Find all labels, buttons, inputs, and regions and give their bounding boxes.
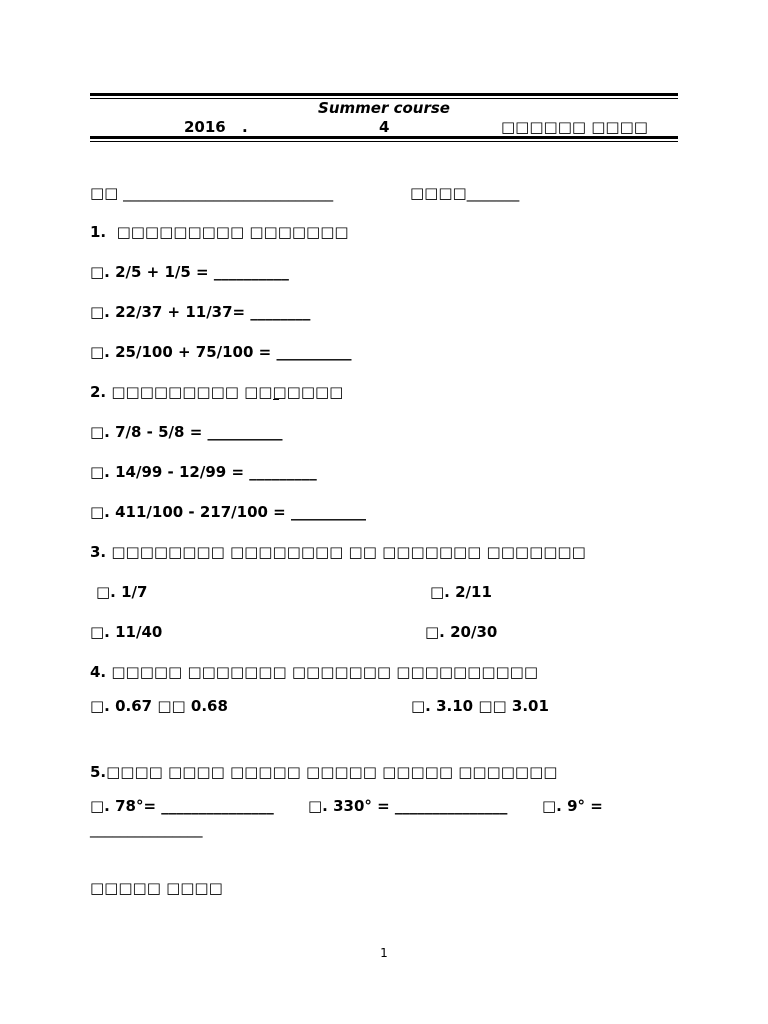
q2-stray-mark xyxy=(273,385,279,400)
name-field: □□ ____________________________ xyxy=(90,184,334,202)
q1-item-a: □. 2/5 + 1/5 = __________ xyxy=(90,263,289,281)
q4-heading: 4. □□□□□ □□□□□□□ □□□□□□□ □□□□□□□□□□ xyxy=(90,663,539,681)
q5-item-a: □. 78°= _______________ xyxy=(90,797,274,815)
q3-item-d: □. 20/30 xyxy=(425,623,498,641)
q3-item-b: □. 2/11 xyxy=(430,583,492,601)
page-number: 1 xyxy=(380,946,388,960)
q5-item-c: □. 9° = xyxy=(542,797,603,815)
q3-heading: 3. □□□□□□□□ □□□□□□□□ □□ □□□□□□□ □□□□□□□ xyxy=(90,543,586,561)
q1-item-b: □. 22/37 + 11/37= ________ xyxy=(90,303,311,321)
header-year: 2016 xyxy=(184,118,226,136)
q2-item-a: □. 7/8 - 5/8 = __________ xyxy=(90,423,283,441)
q2-item-b: □. 14/99 - 12/99 = _________ xyxy=(90,463,317,481)
header-rule-bottom-thin xyxy=(90,141,678,142)
q2-item-c: □. 411/100 - 217/100 = __________ xyxy=(90,503,366,521)
q4-item-b: □. 3.10 □□ 3.01 xyxy=(411,697,549,715)
q5-item-c-blank: _______________ xyxy=(90,820,203,838)
closing-text: □□□□□ □□□□ xyxy=(90,879,223,897)
q5-heading: 5.□□□□ □□□□ □□□□□ □□□□□ □□□□□ □□□□□□□ xyxy=(90,763,558,781)
date-field: □□□□_______ xyxy=(410,184,520,202)
q3-item-a: □. 1/7 xyxy=(96,583,148,601)
header-rule-bottom-thick xyxy=(90,136,678,139)
header-dot: . xyxy=(242,118,248,136)
course-title: Summer course xyxy=(318,99,450,117)
q1-item-c: □. 25/100 + 75/100 = __________ xyxy=(90,343,352,361)
header-subject: □□□□□□ □□□□ xyxy=(501,118,648,136)
header-grade: 4 xyxy=(379,118,390,136)
q1-heading: 1. □□□□□□□□□ □□□□□□□ xyxy=(90,223,349,241)
q2-heading: 2. □□□□□□□□□ □□□□□□□ xyxy=(90,383,344,401)
q3-item-c: □. 11/40 xyxy=(90,623,163,641)
q4-item-a: □. 0.67 □□ 0.68 xyxy=(90,697,228,715)
header-rule-top-thick xyxy=(90,93,678,96)
q5-item-b: □. 330° = _______________ xyxy=(308,797,508,815)
